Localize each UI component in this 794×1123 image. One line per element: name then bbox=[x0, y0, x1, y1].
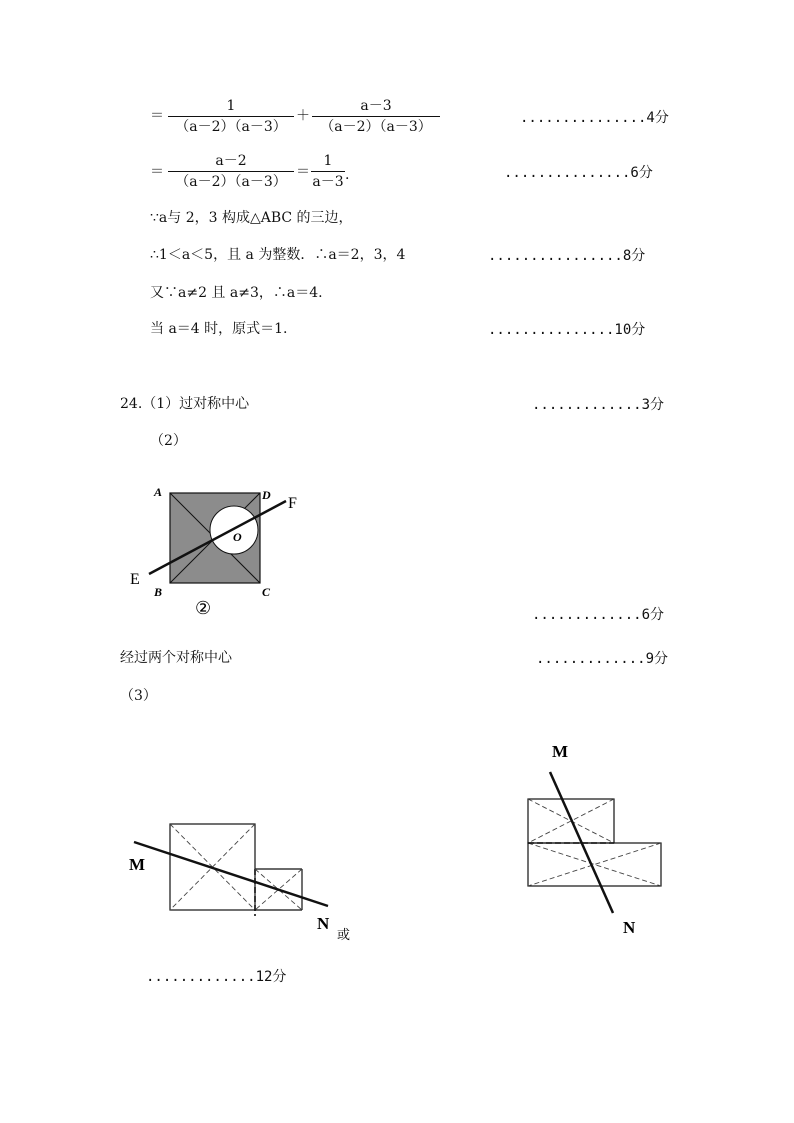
label-m: M bbox=[129, 855, 146, 874]
label-n: N bbox=[623, 918, 636, 937]
through-two-centers: 经过两个对称中心 bbox=[120, 650, 232, 666]
fraction-1 bbox=[168, 151, 294, 192]
label-o: O bbox=[233, 530, 242, 544]
figure-3-right bbox=[515, 735, 685, 940]
score-mark: .............3分 bbox=[532, 397, 665, 413]
fraction-numerator: 1 bbox=[323, 153, 333, 169]
label-m: M bbox=[552, 742, 569, 761]
fraction-2 bbox=[311, 151, 345, 192]
score-mark: ................8分 bbox=[488, 248, 646, 264]
fraction-denominator: （a－2）（a－3） bbox=[175, 174, 287, 190]
score-mark: .............9分 bbox=[536, 651, 669, 667]
plus-sign: ＋ bbox=[296, 108, 310, 124]
score-mark: .............6分 bbox=[532, 607, 665, 623]
label-f: F bbox=[288, 495, 297, 512]
fraction-denominator: a－3 bbox=[312, 174, 344, 190]
label-c: C bbox=[262, 585, 271, 599]
score-mark: ...............4分 bbox=[520, 110, 669, 126]
part-3-label: （3） bbox=[120, 688, 157, 704]
therefore-line: ∴1＜a＜5，且 a 为整数．∴a＝2，3，4 bbox=[150, 247, 406, 263]
because-line: ∵a与 2，3 构成△ABC 的三边， bbox=[150, 210, 353, 226]
fraction-numerator: a－2 bbox=[215, 153, 247, 169]
score-mark: ...............6分 bbox=[504, 165, 653, 181]
line-mn bbox=[134, 842, 328, 906]
equals-sign: ＝ bbox=[150, 164, 164, 180]
fraction-denominator: （a－2）（a－3） bbox=[175, 119, 287, 135]
fraction-numerator: a－3 bbox=[360, 98, 392, 114]
fraction-numerator: 1 bbox=[226, 98, 236, 114]
figure-3-left bbox=[120, 815, 370, 950]
label-b: B bbox=[154, 585, 163, 599]
figure-2-square bbox=[120, 475, 320, 625]
also-line: 又∵a≠2 且 a≠3，∴a＝4. bbox=[150, 285, 323, 301]
equals-sign: ＝ bbox=[296, 164, 310, 180]
label-a: A bbox=[154, 485, 163, 499]
part-2-label: （2） bbox=[150, 433, 187, 449]
label-d: D bbox=[262, 488, 271, 502]
final-score-mark: .............12分 bbox=[146, 969, 287, 985]
label-n: N bbox=[317, 914, 330, 933]
fraction-2 bbox=[312, 96, 440, 137]
figure-caption: ② bbox=[195, 598, 212, 618]
fraction-1 bbox=[168, 96, 294, 137]
label-e: E bbox=[130, 571, 140, 588]
when-line: 当 a＝4 时，原式＝1. bbox=[150, 321, 288, 337]
equals-sign: ＝ bbox=[150, 108, 164, 124]
fraction-denominator: （a－2）（a－3） bbox=[320, 119, 432, 135]
or-label: 或 bbox=[337, 927, 351, 942]
period: . bbox=[345, 167, 350, 183]
score-mark: ...............10分 bbox=[488, 322, 646, 338]
question-24-part-1: 24.（1）过对称中心 bbox=[120, 396, 250, 412]
